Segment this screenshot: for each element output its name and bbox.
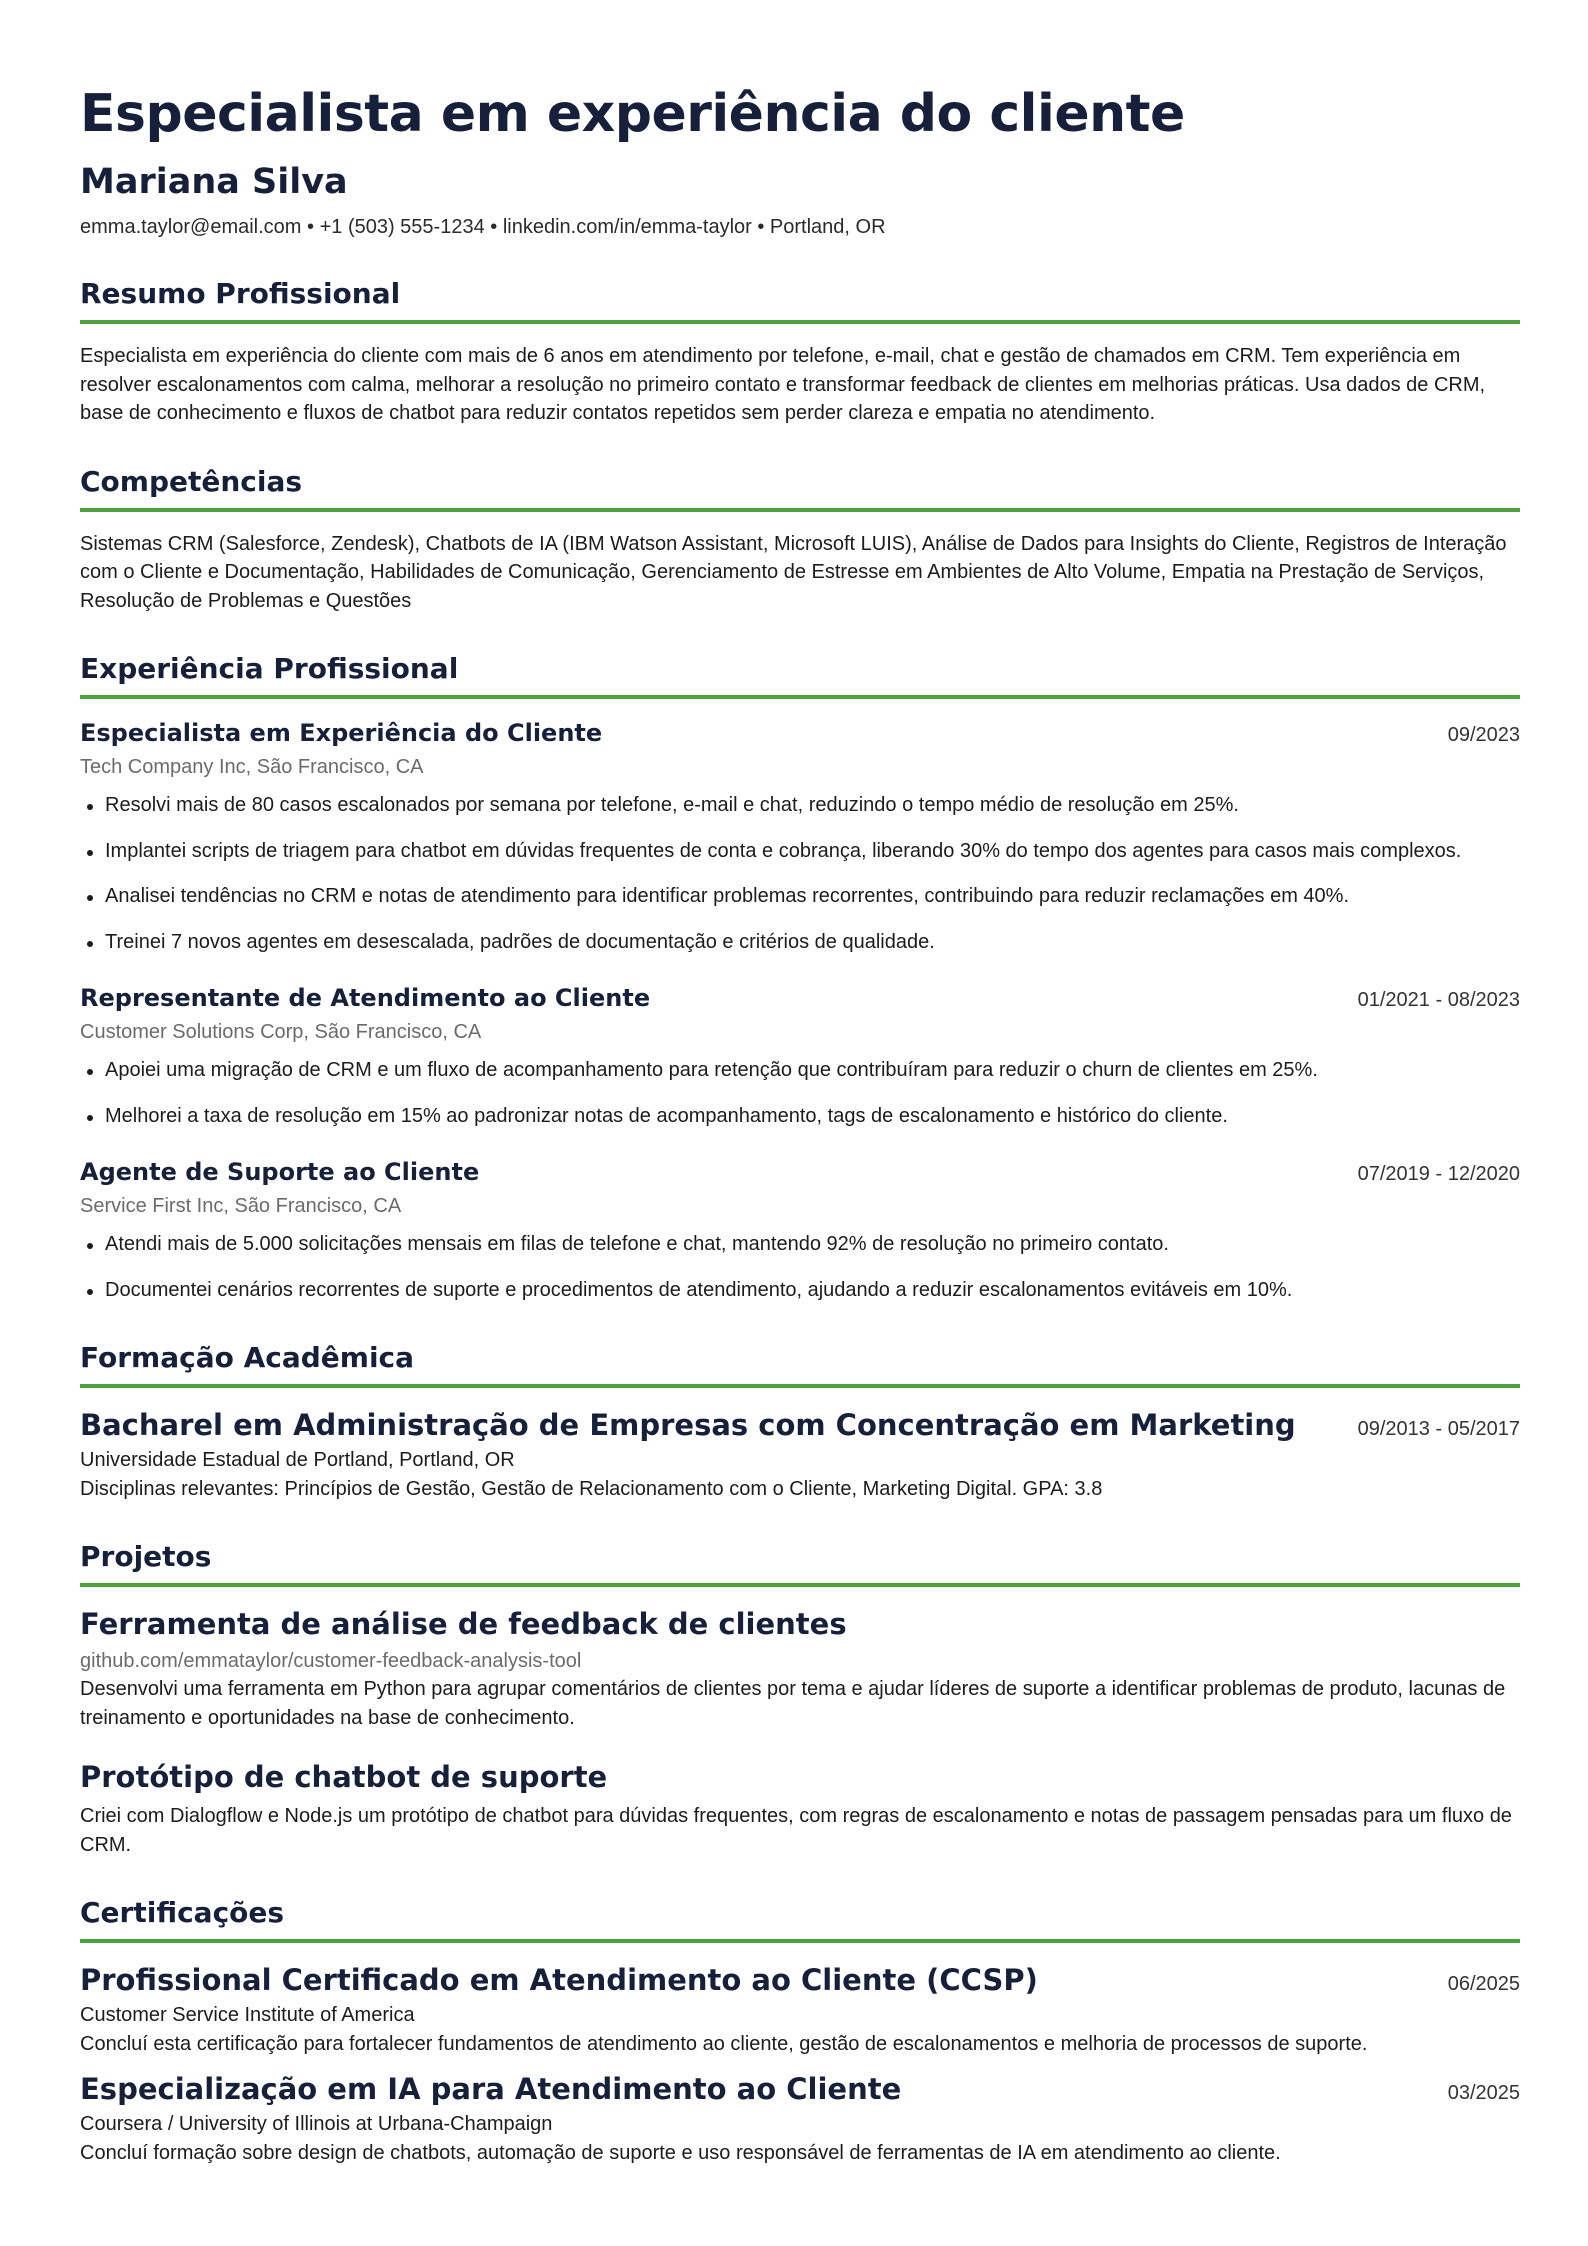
bullet-icon	[87, 850, 93, 856]
bullet-text: Atendi mais de 5.000 solicitações mensais em filas de telefone e chat, mantendo 92% de resolução no primeiro contato.	[105, 1233, 1169, 1255]
certification-date: 03/2025	[1447, 2082, 1520, 2104]
skills-heading: Competências	[80, 464, 1520, 512]
education-section	[80, 1340, 1520, 1503]
bullet-icon	[87, 1243, 93, 1249]
bullet-text: Documentei cenários recorrentes de suporte e procedimentos de atendimento, ajudando a reduzir escalonamentos evitáveis em 10%.	[105, 1278, 1293, 1301]
certification-entry	[80, 1961, 1520, 2058]
job-bullets	[80, 791, 1520, 956]
school-name: Universidade Estadual de Portland, Portland, OR	[80, 1449, 515, 1471]
contact-info: emma.taylor@email.com • +1 (503) 555-1234 • linkedin.com/in/emma-taylor • Portland, OR	[80, 216, 886, 238]
certification-title: Profissional Certificado em Atendimento ao Cliente (CCSP)	[80, 1963, 1038, 1997]
bullet-text: Apoiei uma migração de CRM e um fluxo de acompanhamento para retenção que contribuíram para reduzir o churn de clientes em 25%.	[105, 1059, 1318, 1081]
job-company: Tech Company Inc, São Francisco, CA	[80, 756, 424, 778]
projects-section	[80, 1539, 1520, 1859]
job-entry	[80, 982, 1520, 1130]
education-details: Disciplinas relevantes: Princípios de Gestão, Gestão de Relacionamento com o Cliente, Marketing Digital. GPA: 3.8	[80, 1477, 1103, 1500]
job-date: 09/2023	[1447, 724, 1520, 746]
bullet-icon	[87, 1115, 93, 1121]
candidate-name: Mariana Silva	[80, 162, 348, 202]
certification-date: 06/2025	[1447, 1973, 1520, 1995]
education-date: 09/2013 - 05/2017	[1357, 1418, 1520, 1440]
bullet-text: Analisei tendências no CRM e notas de atendimento para identificar problemas recorrentes, contribuindo para reduzir reclamações em 40%.	[105, 885, 1349, 907]
summary-section	[80, 276, 1520, 428]
bullet-icon	[87, 1289, 93, 1295]
resume-page	[80, 80, 1520, 2167]
bullet-item	[80, 1102, 1520, 1131]
certifications-section	[80, 1895, 1520, 2167]
summary-text: Especialista em experiência do cliente com mais de 6 anos em atendimento por telefone, e-mail, chat e gestão de chamados em CRM. Tem experiência em resolver escalonamentos com calma, melhorar a resolução no primeiro contato e transformar feedback de clientes em melhorias práticas. Usa dados de CRM, base de conhecimento e fluxos de chatbot para reduzir contatos repetidos sem perder clareza e empatia no atendimento.	[80, 345, 1486, 424]
bullet-text: Resolvi mais de 80 casos escalonados por semana por telefone, e-mail e chat, reduzindo o tempo médio de resolução em 25%.	[105, 794, 1239, 816]
job-company: Customer Solutions Corp, São Francisco, CA	[80, 1021, 482, 1043]
project-title: Protótipo de chatbot de suporte	[80, 1760, 608, 1794]
experience-section	[80, 651, 1520, 1304]
bullet-icon	[87, 895, 93, 901]
certification-description: Concluí formação sobre design de chatbots, automação de suporte e uso responsável de ferramentas de IA em atendimento ao cliente.	[80, 2141, 1281, 2164]
projects-heading: Projetos	[80, 1539, 1520, 1587]
job-entry	[80, 717, 1520, 956]
degree-title: Bacharel em Administração de Empresas com Concentração em Marketing	[80, 1408, 1296, 1442]
job-company: Service First Inc, São Francisco, CA	[80, 1195, 402, 1217]
skills-section	[80, 464, 1520, 616]
project-description: Criei com Dialogflow e Node.js um protótipo de chatbot para dúvidas frequentes, com regras de escalonamento e notas de passagem pensadas para um fluxo de CRM.	[80, 1805, 1512, 1856]
project-title: Ferramenta de análise de feedback de clientes	[80, 1607, 847, 1641]
bullet-icon	[87, 941, 93, 947]
certification-description: Concluí esta certificação para fortalecer fundamentos de atendimento ao cliente, gestão de escalonamentos e melhoria de processos de suporte.	[80, 2032, 1368, 2055]
bullet-item	[80, 837, 1520, 866]
project-description: Desenvolvi uma ferramenta em Python para agrupar comentários de clientes por tema e ajudar líderes de suporte a identificar problemas de produto, lacunas de treinamento e oportunidades na base de conhecimento.	[80, 1678, 1506, 1729]
job-bullets	[80, 1056, 1520, 1130]
bullet-icon	[87, 804, 93, 810]
bullet-item	[80, 882, 1520, 911]
job-title: Especialista em Experiência do Cliente	[80, 719, 603, 747]
job-date: 07/2019 - 12/2020	[1357, 1163, 1520, 1185]
bullet-item	[80, 1276, 1520, 1305]
bullet-text: Melhorei a taxa de resolução em 15% ao padronizar notas de acompanhamento, tags de escalonamento e histórico do cliente.	[105, 1104, 1228, 1127]
job-date: 01/2021 - 08/2023	[1357, 989, 1520, 1011]
project-entry	[80, 1758, 1520, 1859]
experience-heading: Experiência Profissional	[80, 651, 1520, 699]
bullet-item	[80, 1056, 1520, 1085]
bullet-icon	[87, 1069, 93, 1075]
education-heading: Formação Acadêmica	[80, 1340, 1520, 1388]
job-title: Agente de Suporte ao Cliente	[80, 1158, 480, 1186]
bullet-text: Implantei scripts de triagem para chatbot em dúvidas frequentes de conta e cobrança, liberando 30% do tempo dos agentes para casos mais complexos.	[105, 839, 1462, 862]
project-link: github.com/emmataylor/customer-feedback-analysis-tool	[80, 1650, 582, 1672]
bullet-item	[80, 928, 1520, 957]
certification-issuer: Coursera / University of Illinois at Urbana-Champaign	[80, 2113, 553, 2135]
certification-issuer: Customer Service Institute of America	[80, 2004, 415, 2026]
job-entry	[80, 1156, 1520, 1304]
job-bullets	[80, 1230, 1520, 1304]
bullet-item	[80, 1230, 1520, 1259]
project-entry	[80, 1605, 1520, 1732]
summary-heading: Resumo Profissional	[80, 276, 1520, 324]
certification-entry	[80, 2070, 1520, 2167]
certifications-heading: Certificações	[80, 1895, 1520, 1943]
job-title: Representante de Atendimento ao Cliente	[80, 984, 651, 1012]
certification-title: Especialização em IA para Atendimento ao Cliente	[80, 2072, 902, 2106]
bullet-text: Treinei 7 novos agentes em desescalada, padrões de documentação e critérios de qualidade.	[105, 930, 935, 953]
bullet-item	[80, 791, 1520, 820]
skills-text: Sistemas CRM (Salesforce, Zendesk), Chatbots de IA (IBM Watson Assistant, Microsoft LUIS), Análise de Dados para Insights do Cliente, Registros de Interação com o Cliente e Documentação, Habilidades de Comunicação, Gerenciamento de Estresse em Ambientes de Alto Volume, Empatia na Prestação de Serviços, Resolução de Problemas e Questões	[80, 532, 1507, 612]
resume-title: Especialista em experiência do cliente	[80, 84, 1185, 144]
